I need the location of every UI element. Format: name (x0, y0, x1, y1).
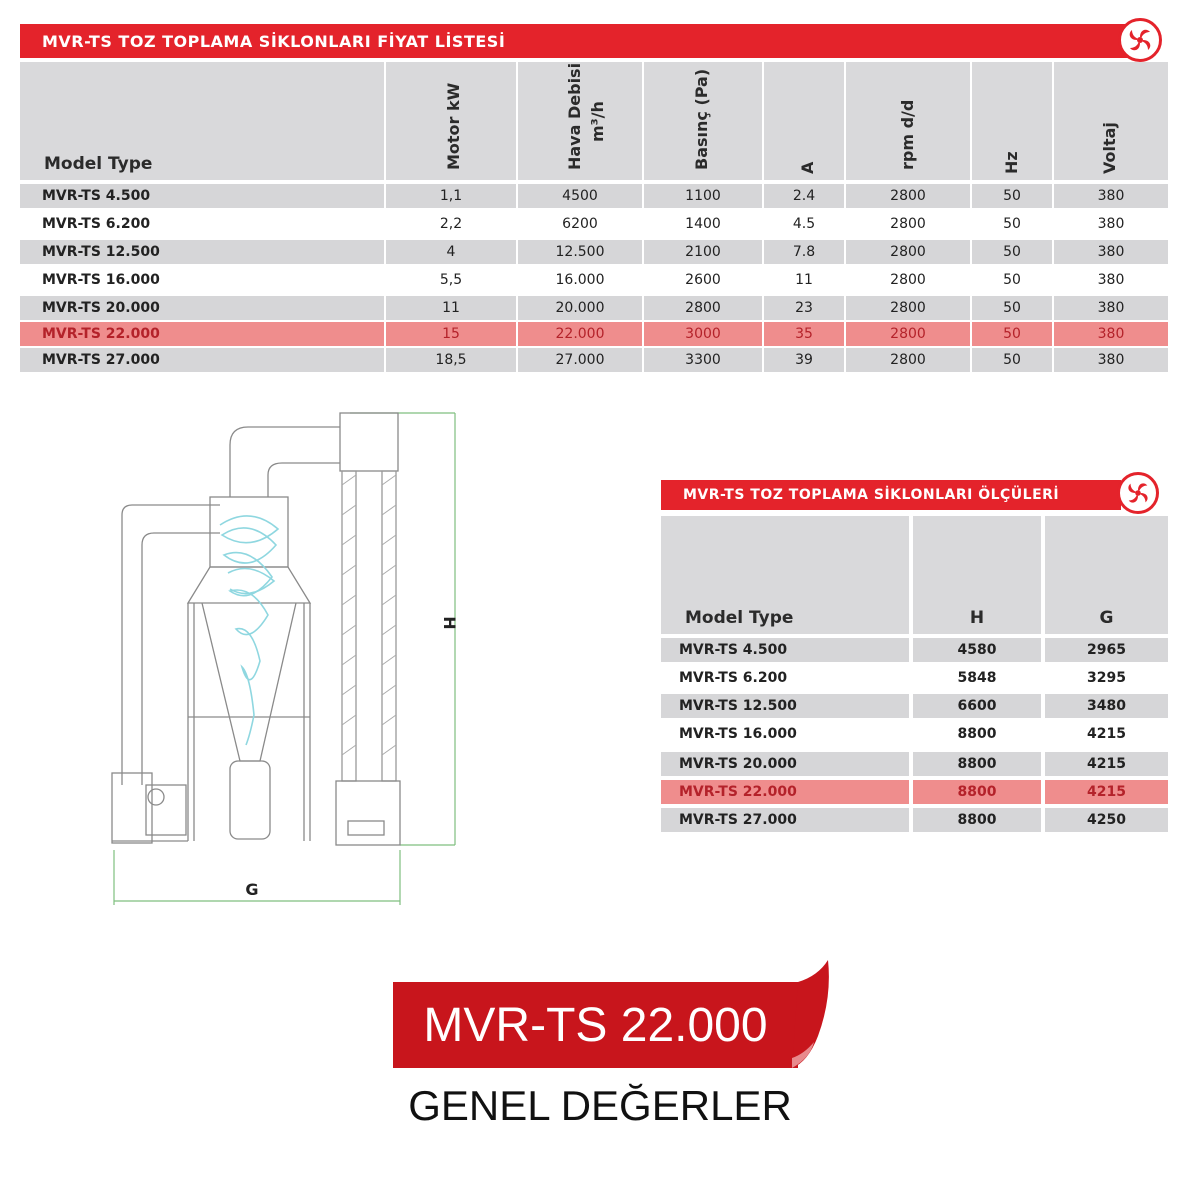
col-header-hava-unit: m³/h (588, 101, 607, 142)
cell-h: 4580 (913, 638, 1041, 662)
cell-model: MVR-TS 16.000 (679, 726, 797, 742)
cyclone-body (112, 413, 400, 845)
brand-fan-icon-2 (1117, 472, 1159, 514)
h-dimension-label: H (440, 616, 459, 630)
col-header-model: Model Type (44, 154, 153, 174)
cell-model: MVR-TS 27.000 (20, 348, 384, 372)
dimensions-table-row (661, 666, 1168, 690)
dim-header-g: G (1099, 608, 1114, 628)
dimensions-table-row (661, 722, 1168, 746)
cell-a: 7.8 (764, 240, 844, 264)
dimensions-table-row (661, 752, 1168, 776)
cell-rpm: 2800 (846, 240, 970, 264)
cell-model: MVR-TS 20.000 (661, 752, 909, 776)
dimensions-table-row (661, 694, 1168, 718)
cell-rpm: 2800 (846, 184, 970, 208)
cell-basinc: 1400 (685, 216, 721, 232)
cell-basinc: 1100 (644, 184, 762, 208)
cell-a: 4.5 (792, 216, 816, 232)
filter-hatching (342, 475, 396, 755)
dimensions-table-row (661, 780, 1168, 804)
product-subtitle: GENEL DEĞERLER (408, 1082, 792, 1129)
cell-model: MVR-TS 6.200 (42, 216, 151, 232)
cell-rpm: 2800 (890, 272, 926, 288)
cell-hz: 50 (972, 240, 1052, 264)
cell-basinc: 2600 (685, 272, 721, 288)
col-header-a: A (798, 161, 817, 174)
cell-volt: 380 (1054, 322, 1168, 346)
cell-rpm: 2800 (846, 348, 970, 372)
cell-g: 4215 (1045, 780, 1168, 804)
cell-rpm: 2800 (846, 296, 970, 320)
cell-hz: 50 (972, 184, 1052, 208)
cell-volt: 380 (1054, 348, 1168, 372)
cell-volt: 380 (1054, 240, 1168, 264)
cell-hz: 50 (972, 296, 1052, 320)
cell-debi: 20.000 (518, 296, 642, 320)
cell-basinc: 3300 (644, 348, 762, 372)
cell-h: 8800 (913, 780, 1041, 804)
dimension-lines (114, 413, 455, 905)
cell-basinc: 3000 (644, 322, 762, 346)
brand-fan-icon (1118, 18, 1162, 62)
cyclone-diagram (100, 405, 480, 905)
cell-h: 8800 (957, 726, 997, 742)
price-table-row (20, 322, 1168, 346)
cell-debi: 12.500 (518, 240, 642, 264)
price-list-banner (20, 24, 1140, 58)
cell-h: 5848 (957, 670, 997, 686)
cell-g: 3480 (1045, 694, 1168, 718)
col-header-basinc: Basınç (Pa) (692, 68, 711, 170)
cell-model: MVR-TS 6.200 (679, 670, 788, 686)
cell-motor: 18,5 (386, 348, 516, 372)
cell-motor: 2,2 (439, 216, 463, 232)
cell-hz: 50 (972, 348, 1052, 372)
col-header-voltaj: Voltaj (1100, 122, 1119, 174)
dimensions-table-row (661, 638, 1168, 662)
cell-g: 3295 (1087, 670, 1126, 686)
cell-a: 39 (764, 348, 844, 372)
dimensions-table-row (661, 808, 1168, 832)
cell-g: 4215 (1087, 726, 1126, 742)
cell-debi: 4500 (518, 184, 642, 208)
cell-hz: 50 (1003, 216, 1021, 232)
price-table-row (20, 348, 1168, 372)
cell-model: MVR-TS 12.500 (20, 240, 384, 264)
cell-g: 2965 (1045, 638, 1168, 662)
cell-debi: 27.000 (518, 348, 642, 372)
cell-g: 4250 (1045, 808, 1168, 832)
dimensions-title: MVR-TS TOZ TOPLAMA SİKLONLARI ÖLÇÜLERİ (683, 487, 1060, 503)
col-header-rpm: rpm d/d (898, 99, 917, 170)
cell-volt: 380 (1054, 184, 1168, 208)
cell-volt: 380 (1097, 272, 1125, 288)
cell-h: 8800 (913, 752, 1041, 776)
cell-basinc: 2800 (644, 296, 762, 320)
cell-basinc: 2100 (644, 240, 762, 264)
col-header-hava-debisi: Hava Debisi (565, 62, 584, 170)
airflow-spiral (220, 516, 278, 745)
cell-hz: 50 (972, 322, 1052, 346)
cell-rpm: 2800 (846, 322, 970, 346)
price-table-row (20, 240, 1168, 264)
price-table-row (20, 212, 1168, 236)
g-dimension-label: G (245, 880, 259, 899)
dimensions-banner (661, 480, 1121, 510)
cell-hz: 50 (1003, 272, 1021, 288)
cell-model: MVR-TS 22.000 (661, 780, 909, 804)
cell-model: MVR-TS 12.500 (661, 694, 909, 718)
price-table-row (20, 296, 1168, 320)
cell-a: 35 (764, 322, 844, 346)
cell-a: 23 (764, 296, 844, 320)
cell-h: 8800 (913, 808, 1041, 832)
cell-motor: 15 (386, 322, 516, 346)
cell-model: MVR-TS 4.500 (661, 638, 909, 662)
cell-rpm: 2800 (890, 216, 926, 232)
cell-model: MVR-TS 4.500 (20, 184, 384, 208)
cell-model: MVR-TS 16.000 (42, 272, 160, 288)
ribbon-curl (788, 958, 834, 1070)
cell-g: 4215 (1045, 752, 1168, 776)
product-title: MVR-TS 22.000 (423, 998, 768, 1052)
col-header-hz: Hz (1002, 151, 1021, 174)
product-title-ribbon (393, 982, 798, 1068)
cell-volt: 380 (1097, 216, 1125, 232)
price-table-row (20, 184, 1168, 208)
dim-header-h: H (969, 608, 985, 628)
cell-model: MVR-TS 27.000 (661, 808, 909, 832)
cell-debi: 6200 (562, 216, 598, 232)
cell-motor: 4 (386, 240, 516, 264)
cell-debi: 22.000 (518, 322, 642, 346)
col-header-motor: Motor kW (444, 82, 463, 170)
cell-model: MVR-TS 20.000 (20, 296, 384, 320)
cell-motor: 11 (386, 296, 516, 320)
dim-header-model: Model Type (685, 608, 794, 628)
cell-motor: 1,1 (386, 184, 516, 208)
cell-h: 6600 (913, 694, 1041, 718)
cell-a: 2.4 (764, 184, 844, 208)
cell-debi: 16.000 (555, 272, 605, 288)
cell-motor: 5,5 (439, 272, 463, 288)
cell-model: MVR-TS 22.000 (20, 322, 384, 346)
cell-a: 11 (795, 272, 813, 288)
price-list-title: MVR-TS TOZ TOPLAMA SİKLONLARI FİYAT LİSTESİ (42, 31, 506, 51)
cell-volt: 380 (1054, 296, 1168, 320)
price-table-row (20, 268, 1168, 292)
